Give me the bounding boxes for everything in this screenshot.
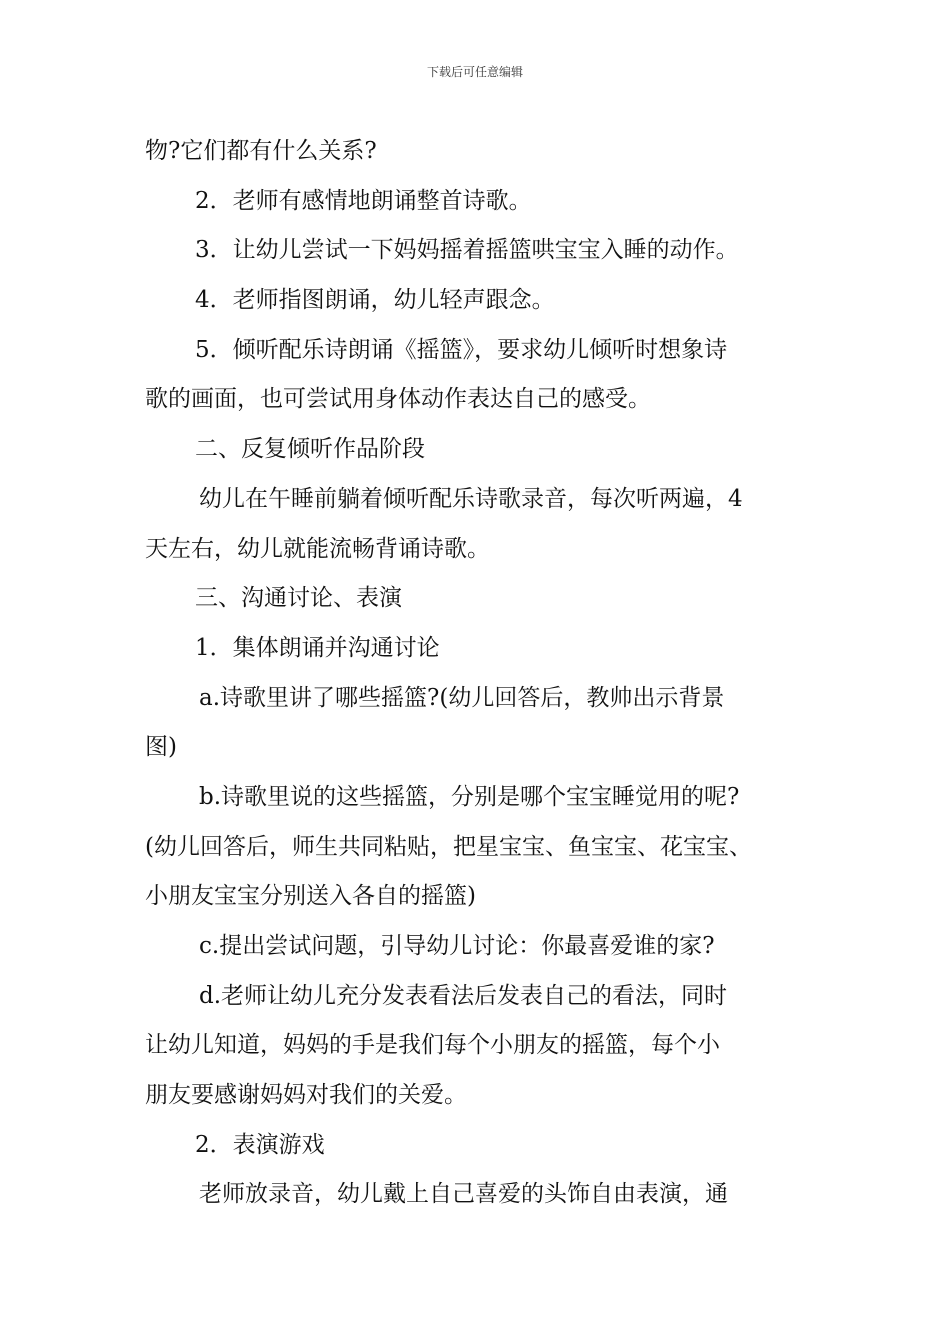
- paragraph-line: 小朋友宝宝分别送入各自的摇篮): [145, 883, 476, 910]
- paragraph-line: 朋友要感谢妈妈对我们的关爱。: [145, 1082, 467, 1109]
- paragraph-line: 物?它们都有什么关系?: [145, 138, 377, 164]
- page-header: 下载后可任意编辑: [426, 65, 523, 79]
- paragraph-line: b.诗歌里说的这些摇篮，分别是哪个宝宝睡觉用的呢?: [199, 783, 740, 810]
- paragraph-line: a.诗歌里讲了哪些摇篮?(幼儿回答后，教帅出示背景: [199, 684, 725, 711]
- paragraph-line: 让幼儿知道，妈妈的手是我们每个小朋友的摇篮，每个小: [145, 1032, 720, 1059]
- paragraph-line: 幼儿在午睡前躺着倾听配乐诗歌录音，每次听两遍，4: [199, 485, 743, 512]
- paragraph-line: c.提出尝试问题，引导幼儿讨论：你最喜爱谁的家?: [199, 933, 715, 959]
- paragraph-line: 3．让幼儿尝试一下妈妈摇着摇篮哄宝宝入睡的动作。: [195, 237, 739, 264]
- section-heading: 三、沟通讨论、表演: [195, 585, 402, 612]
- paragraph-line: d.老师让幼儿充分发表看法后发表自己的看法，同时: [199, 982, 728, 1009]
- paragraph-line: 老师放录音，幼儿戴上自己喜爱的头饰自由表演，通: [199, 1181, 728, 1208]
- document-body: [145, 127, 821, 1220]
- paragraph-line: 歌的画面，也可尝试用身体动作表达自己的感受。: [145, 386, 651, 413]
- paragraph-line: 2．表演游戏: [195, 1131, 325, 1158]
- paragraph-line: 天左右，幼儿就能流畅背诵诗歌。: [145, 535, 490, 562]
- paragraph-line: 2．老师有感情地朗诵整首诗歌。: [195, 187, 532, 214]
- paragraph-line: 图): [145, 734, 177, 761]
- section-heading: 二、反复倾听作品阶段: [195, 436, 425, 463]
- paragraph-line: 5．倾听配乐诗朗诵《摇篮》，要求幼儿倾听时想象诗: [195, 336, 728, 363]
- paragraph-line: (幼儿回答后，师生共同粘贴，把星宝宝、鱼宝宝、花宝宝、: [145, 833, 752, 860]
- paragraph-line: 4．老师指图朗诵，幼儿轻声跟念。: [195, 287, 555, 314]
- paragraph-line: 1．集体朗诵并沟通讨论: [195, 634, 440, 661]
